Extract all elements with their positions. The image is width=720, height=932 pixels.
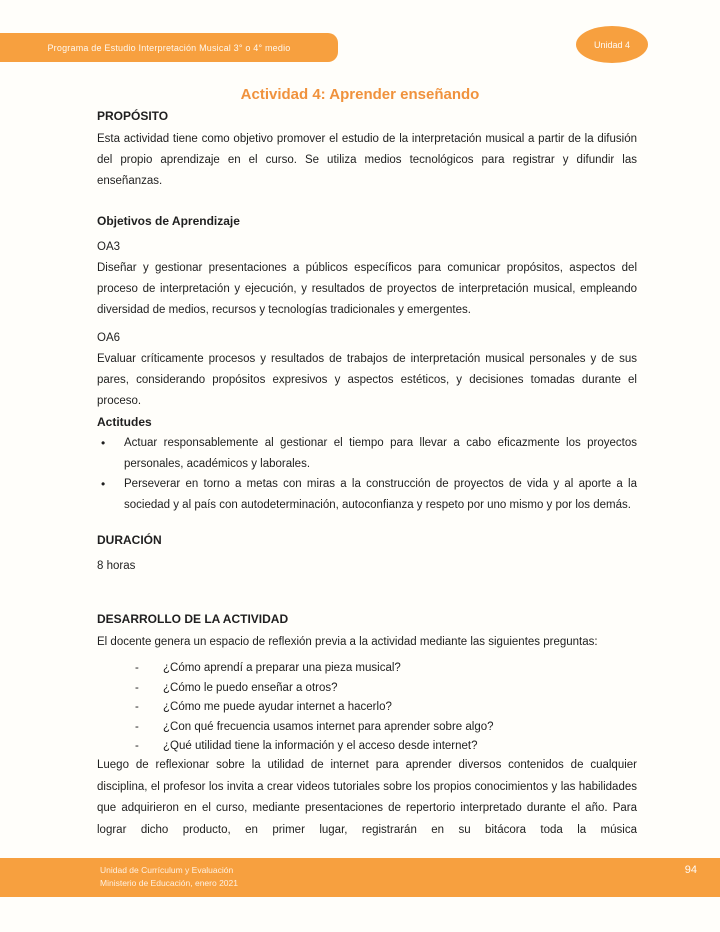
oa3-paragraph: Diseñar y gestionar presentaciones a públicos específicos para comunicar propósitos, aspectos del proceso de interpretación y ejecución, y resultados de proyectos de interpretación musical, empleando diversidad de medios, recursos y tecnologías tradicionales y emergentes. xyxy=(97,262,637,316)
oa6-paragraph: Evaluar críticamente procesos y resultados de trabajos de interpretación musical personales y de sus pares, considerando propósitos expresivos y aspectos estéticos, y decisiones tomadas durante el proceso. xyxy=(97,353,637,407)
unit-badge-label: Unidad 4 xyxy=(593,39,631,50)
proposito-paragraph: Esta actividad tiene como objetivo promover el estudio de la interpretación musical a partir de la difusión del propio aprendizaje en el curso. Se utiliza medios tecnológicos para registrar y difundir las enseñanzas. xyxy=(97,133,637,187)
duracion-value: 8 horas xyxy=(97,560,136,572)
unit-badge xyxy=(576,26,648,63)
desarrollo-intro: El docente genera un espacio de reflexión previa a la actividad mediante las siguientes preguntas: xyxy=(97,636,598,648)
desarrollo-paragraph: Luego de reflexionar sobre la utilidad de internet para aprender diversos contenidos de cualquier disciplina, el profesor los invita a crear videos tutoriales sobre los propios conocimientos y las habilidades que adquirieron en el curso, mediante presentaciones de repertorio interpretado durante el año. Para lograr dicho producto, en primer lugar, registrarán en su bitácora toda la música xyxy=(97,759,637,836)
page-number: 94 xyxy=(684,864,697,876)
oa6-label: OA6 xyxy=(97,332,121,344)
page-title: Actividad 4: Aprender enseñando xyxy=(240,86,480,103)
oa3-label: OA3 xyxy=(97,241,121,253)
question-item: - ¿Con qué frecuencia usamos internet para aprender sobre algo? xyxy=(97,718,637,738)
actitudes-list xyxy=(97,433,637,515)
footer-bar xyxy=(0,858,720,897)
footer-credits xyxy=(100,864,238,890)
footer-line2: Ministerio de Educación, enero 2021 xyxy=(100,878,238,888)
actitudes-item: • Actuar responsablemente al gestionar el tiempo para llevar a cabo eficazmente los proyectos personales, académicos y laborales. xyxy=(97,433,637,474)
duracion-heading: DURACIÓN xyxy=(97,533,162,547)
desarrollo-heading: DESARROLLO DE LA ACTIVIDAD xyxy=(97,612,289,626)
program-badge xyxy=(0,33,338,62)
proposito-heading: PROPÓSITO xyxy=(97,109,169,123)
actitudes-item: • Perseverar en torno a metas con miras a la construcción de proyectos de vida y al aporte a la sociedad y al país con autodeterminación, autoconfianza y respeto por uno mismo y por los demás. xyxy=(97,474,637,515)
question-item: - ¿Cómo aprendí a preparar una pieza musical? xyxy=(97,659,637,679)
question-item: - ¿Cómo me puede ayudar internet a hacerlo? xyxy=(97,698,637,718)
footer-line1: Unidad de Currículum y Evaluación xyxy=(100,865,234,875)
questions-list xyxy=(97,659,637,757)
question-item: - ¿Qué utilidad tiene la información y el acceso desde internet? xyxy=(97,737,637,757)
program-badge-label: Programa de Estudio Interpretación Musical 3° o 4° medio xyxy=(47,42,291,53)
actitudes-heading: Actitudes xyxy=(97,415,152,429)
question-item: - ¿Cómo le puedo enseñar a otros? xyxy=(97,679,637,699)
objetivos-heading: Objetivos de Aprendizaje xyxy=(97,214,240,228)
